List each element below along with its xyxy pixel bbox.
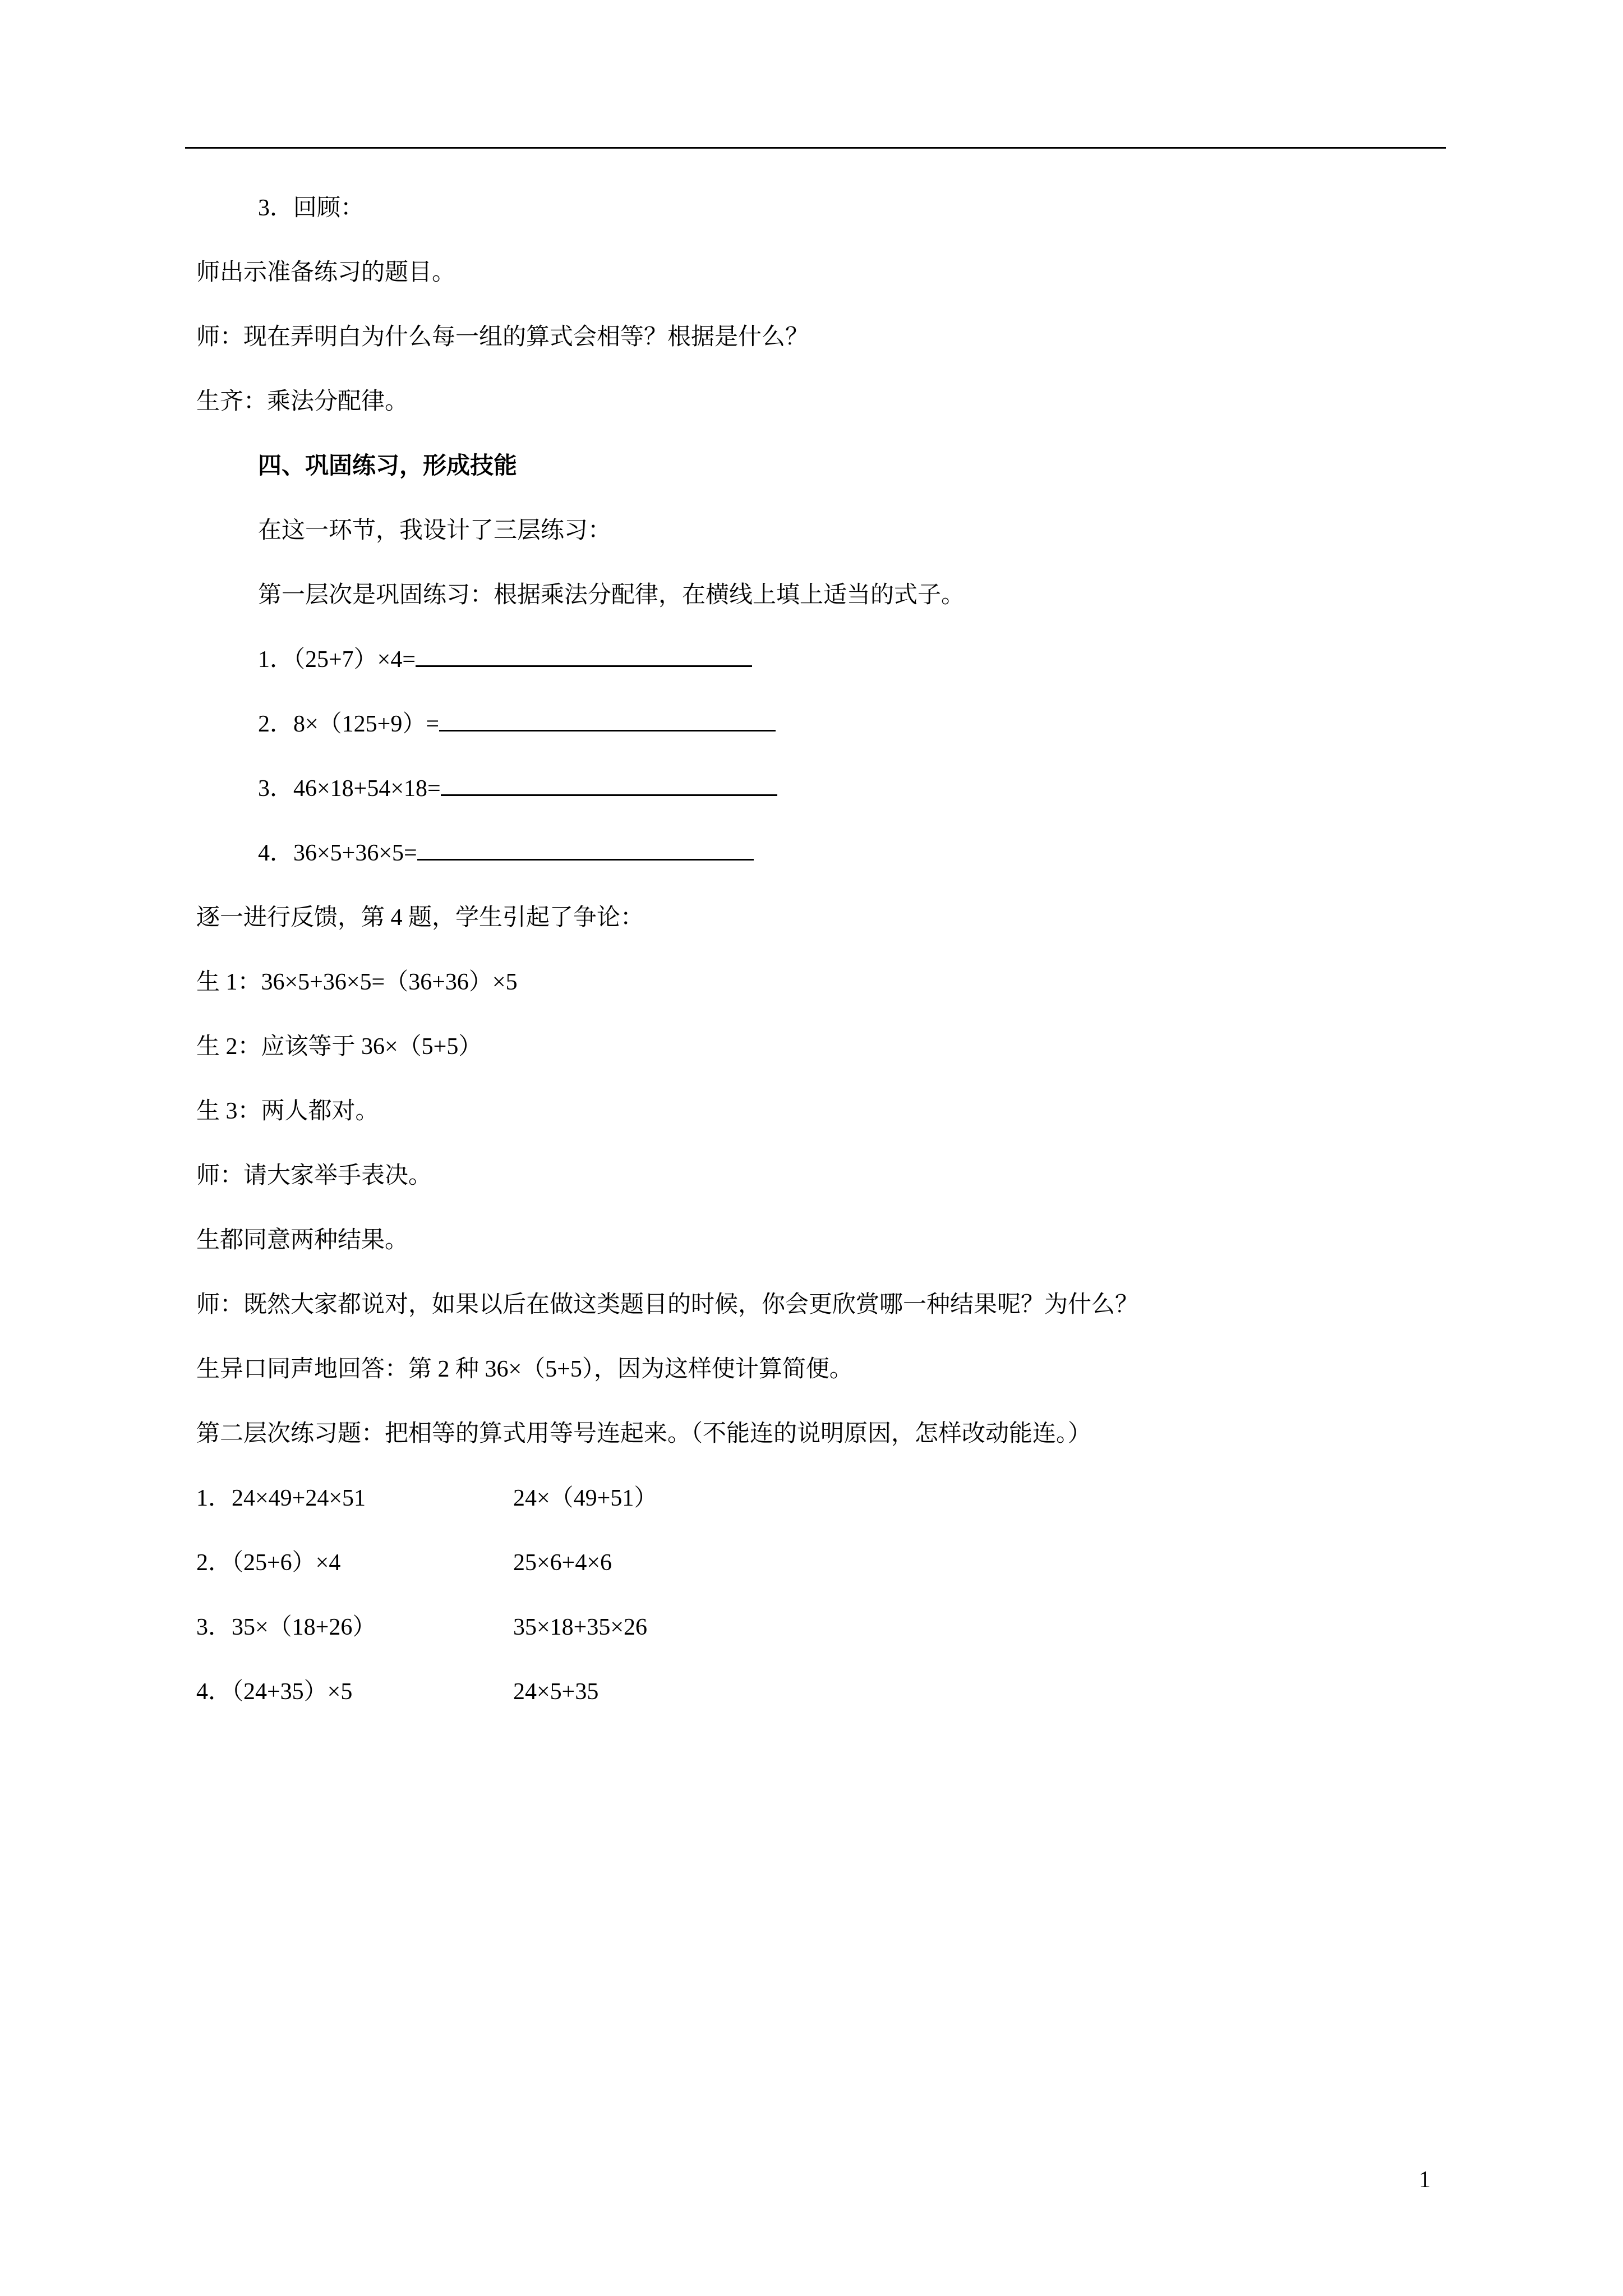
exercise-pair-row: [196, 1548, 1458, 1577]
paragraph: [196, 645, 1458, 674]
expression-left: 3．35×（18+26）: [196, 1614, 376, 1640]
paragraph: [196, 1161, 1458, 1190]
paragraph: [196, 1419, 1458, 1448]
answer-blank: [441, 775, 777, 796]
paragraph: [196, 1032, 1458, 1061]
paragraph-text: 在这一环节，我设计了三层练习：: [258, 518, 612, 544]
expression-right: 24×5+35: [513, 1679, 599, 1705]
expression-left: 4．（24+35）×5: [196, 1679, 353, 1705]
paragraph-text: 生都同意两种结果。: [196, 1227, 409, 1253]
paragraph-text: 师出示准备练习的题目。: [196, 260, 456, 286]
paragraph-text: 生 1：36×5+36×5=（36+36）×5: [196, 969, 518, 995]
document-content: [196, 194, 1458, 1742]
paragraph-text: 第二层次练习题：把相等的算式用等号连起来。（不能连的说明原因，怎样改动能连。）: [196, 1421, 1092, 1447]
answer-blank: [417, 840, 754, 861]
section-heading: [196, 452, 1458, 481]
paragraph: [196, 194, 1458, 223]
paragraph: [196, 903, 1458, 932]
paragraph: [196, 581, 1458, 610]
header-rule: [185, 147, 1446, 149]
paragraph-text: 师：现在弄明白为什么每一组的算式会相等？根据是什么？: [196, 324, 809, 350]
answer-blank: [416, 646, 752, 667]
paragraph: [196, 323, 1458, 352]
paragraph: [196, 1290, 1458, 1319]
exercise-pair-row: [196, 1677, 1458, 1706]
paragraph-text: 生 3：两人都对。: [196, 1098, 379, 1124]
paragraph: [196, 258, 1458, 287]
paragraph: [196, 1355, 1458, 1384]
expression-right: 24×（49+51）: [513, 1485, 658, 1511]
paragraph: [196, 710, 1458, 739]
paragraph: [196, 1226, 1458, 1255]
paragraph-text: 3．46×18+54×18=: [258, 776, 441, 802]
paragraph-text: 生齐：乘法分配律。: [196, 389, 409, 415]
paragraph: [196, 387, 1458, 416]
paragraph-text: 4．36×5+36×5=: [258, 840, 417, 866]
paragraph: [196, 839, 1458, 868]
paragraph-text: 第一层次是巩固练习：根据乘法分配律，在横线上填上适当的式子。: [258, 582, 965, 608]
paragraph: [196, 516, 1458, 545]
paragraph: [196, 1097, 1458, 1126]
paragraph-text: 四、巩固练习，形成技能: [258, 453, 518, 479]
paragraph: [196, 774, 1458, 803]
expression-right: 35×18+35×26: [513, 1614, 648, 1640]
paragraph-text: 生异口同声地回答：第 2 种 36×（5+5），因为这样使计算简便。: [196, 1356, 853, 1382]
paragraph-text: 师：请大家举手表决。: [196, 1163, 432, 1189]
page-number: 1: [1419, 2167, 1431, 2193]
exercise-pair-row: [196, 1484, 1458, 1513]
paragraph-text: 3．回顾：: [258, 195, 365, 221]
paragraph-text: 逐一进行反馈，第 4 题，学生引起了争论：: [196, 905, 644, 931]
expression-left: 1．24×49+24×51: [196, 1485, 366, 1511]
paragraph-text: 2．8×（125+9）=: [258, 711, 440, 737]
paragraph: [196, 968, 1458, 997]
paragraph-text: 师：既然大家都说对，如果以后在做这类题目的时候，你会更欣赏哪一种结果呢？为什么？: [196, 1292, 1139, 1318]
exercise-pair-row: [196, 1613, 1458, 1642]
expression-left: 2．（25+6）×4: [196, 1550, 341, 1576]
answer-blank: [439, 711, 776, 731]
paragraph-text: 1．（25+7）×4=: [258, 647, 416, 673]
expression-right: 25×6+4×6: [513, 1550, 612, 1576]
paragraph-text: 生 2：应该等于 36×（5+5）: [196, 1034, 482, 1060]
